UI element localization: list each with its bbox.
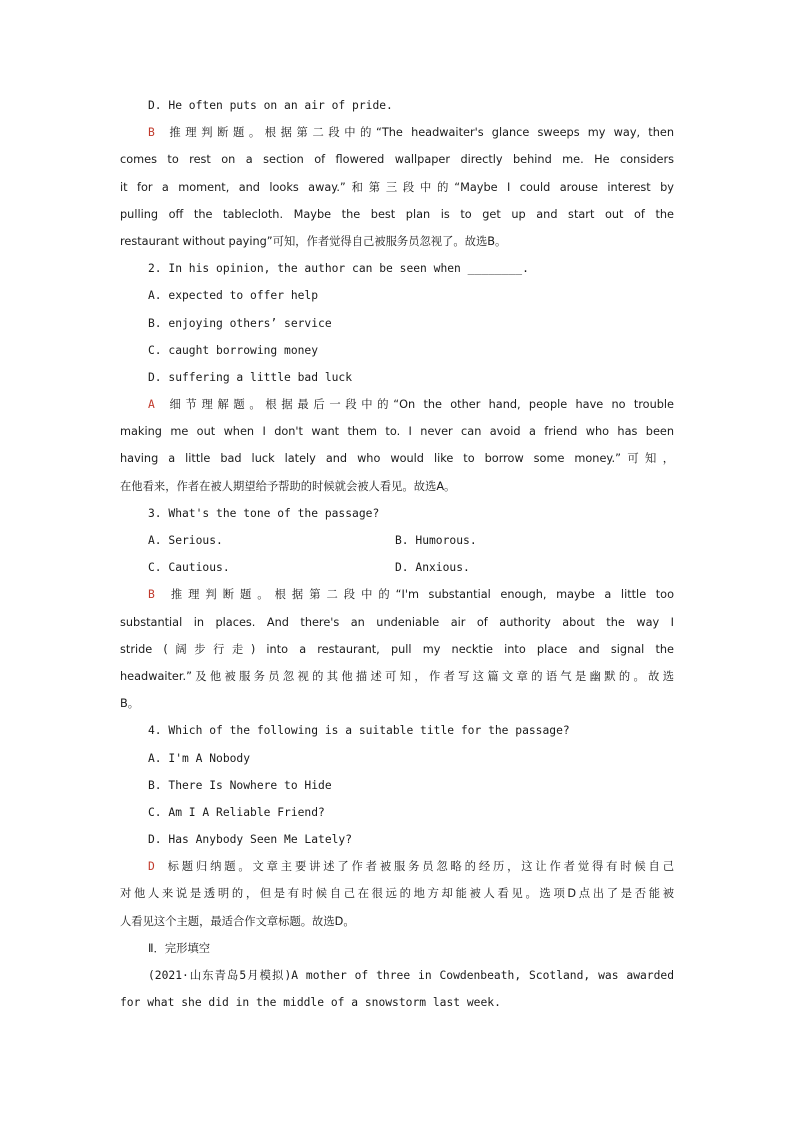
q4-explanation-line: 对他人来说是透明的，但是有时候自己在很远的地方却能被人看见。选项D点出了是否能被	[120, 887, 674, 901]
q3-options-row	[120, 527, 674, 554]
q3-explanation-line: substantial in places. And there's an undeniable air of authority about the way I	[120, 615, 674, 629]
q4-explanation-line: D 标题归纳题。文章主要讲述了作者被服务员忽略的经历，这让作者觉得有时候自己	[148, 860, 674, 874]
q1-explanation-line: pulling off the tablecloth. Maybe the best plan is to get up and start out of the	[120, 207, 674, 221]
section-intro-line: (2021·山东青岛5月模拟)A mother of three in Cowdenbeath, Scotland, was awarded	[148, 969, 674, 982]
q1-explanation-line: comes to rest on a section of flowered wallpaper directly behind me. He considers	[120, 153, 674, 167]
q3-explanation-line: stride (阔步行走) into a restaurant, pull my necktie into place and signal the	[120, 642, 674, 656]
q3-option-c: C. Cautious.	[148, 561, 230, 575]
q3-options-row	[120, 554, 674, 581]
q2-explanation-line: A 细节理解题。根据最后一段中的“On the other hand, people have no trouble	[148, 398, 674, 412]
q2-option-b: B. enjoying others’ service	[148, 316, 332, 330]
q4-question: 4. Which of the following is a suitable title for the passage?	[148, 724, 570, 738]
q2-question: 2. In his opinion, the author can be seen when ________.	[148, 262, 529, 276]
q4-option-b: B. There Is Nowhere to Hide	[148, 778, 332, 792]
q3-question: 3. What's the tone of the passage?	[148, 506, 380, 520]
q4-option-a: A. I'm A Nobody	[148, 751, 251, 765]
q2-explanation-line: 在他看来，作者在被人期望给予帮助的时候就会被人看见。故选A。	[120, 479, 456, 493]
q2-answer: A	[148, 398, 155, 412]
q4-answer: D	[148, 860, 155, 874]
q1-explanation-line: it for a moment, and looks away.”和第三段中的“Maybe I could arouse interest by	[120, 180, 674, 194]
q1-explanation-line: B 推理判断题。根据第二段中的“The headwaiter's glance sweeps my way, then	[148, 126, 674, 140]
q2-explanation-line: making me out when I don't want them to. I never can avoid a friend who has been	[120, 425, 674, 439]
q2-explanation-line: having a little bad luck lately and who would like to borrow some money.”可知，	[120, 452, 674, 466]
q3-explanation-line: B 推理判断题。根据第二段中的“I'm substantial enough, maybe a little too	[148, 588, 674, 602]
section-intro-line: for what she did in the middle of a snowstorm last week.	[120, 996, 501, 1010]
document-page	[120, 92, 674, 1016]
q4-option-d: D. Has Anybody Seen Me Lately?	[148, 833, 353, 847]
q4-explanation-line: 人看见这个主题，最适合作文章标题。故选D。	[120, 914, 355, 928]
q2-option-d: D. suffering a little bad luck	[148, 370, 353, 384]
q3-option-a: A. Serious.	[148, 534, 223, 547]
q3-option-b: B. Humorous.	[395, 534, 477, 547]
section-heading: Ⅱ．完形填空	[148, 941, 211, 955]
q3-explanation-line: B。	[120, 697, 140, 711]
q3-answer: B	[148, 588, 155, 602]
q3-explanation-line: headwaiter.”及他被服务员忽视的其他描述可知，作者写这篇文章的语气是幽默的。故选	[120, 669, 674, 683]
q3-option-d: D. Anxious.	[395, 561, 470, 575]
q1-explanation-line: restaurant without paying”可知，作者觉得自己被服务员忽视了。故选B。	[120, 234, 507, 248]
q2-option-c: C. caught borrowing money	[148, 343, 319, 357]
q1-option-d: D. He often puts on an air of pride.	[148, 99, 393, 112]
q2-option-a: A. expected to offer help	[148, 289, 319, 303]
q4-option-c: C. Am I A Reliable Friend?	[148, 805, 325, 819]
q1-answer: B	[148, 126, 155, 140]
